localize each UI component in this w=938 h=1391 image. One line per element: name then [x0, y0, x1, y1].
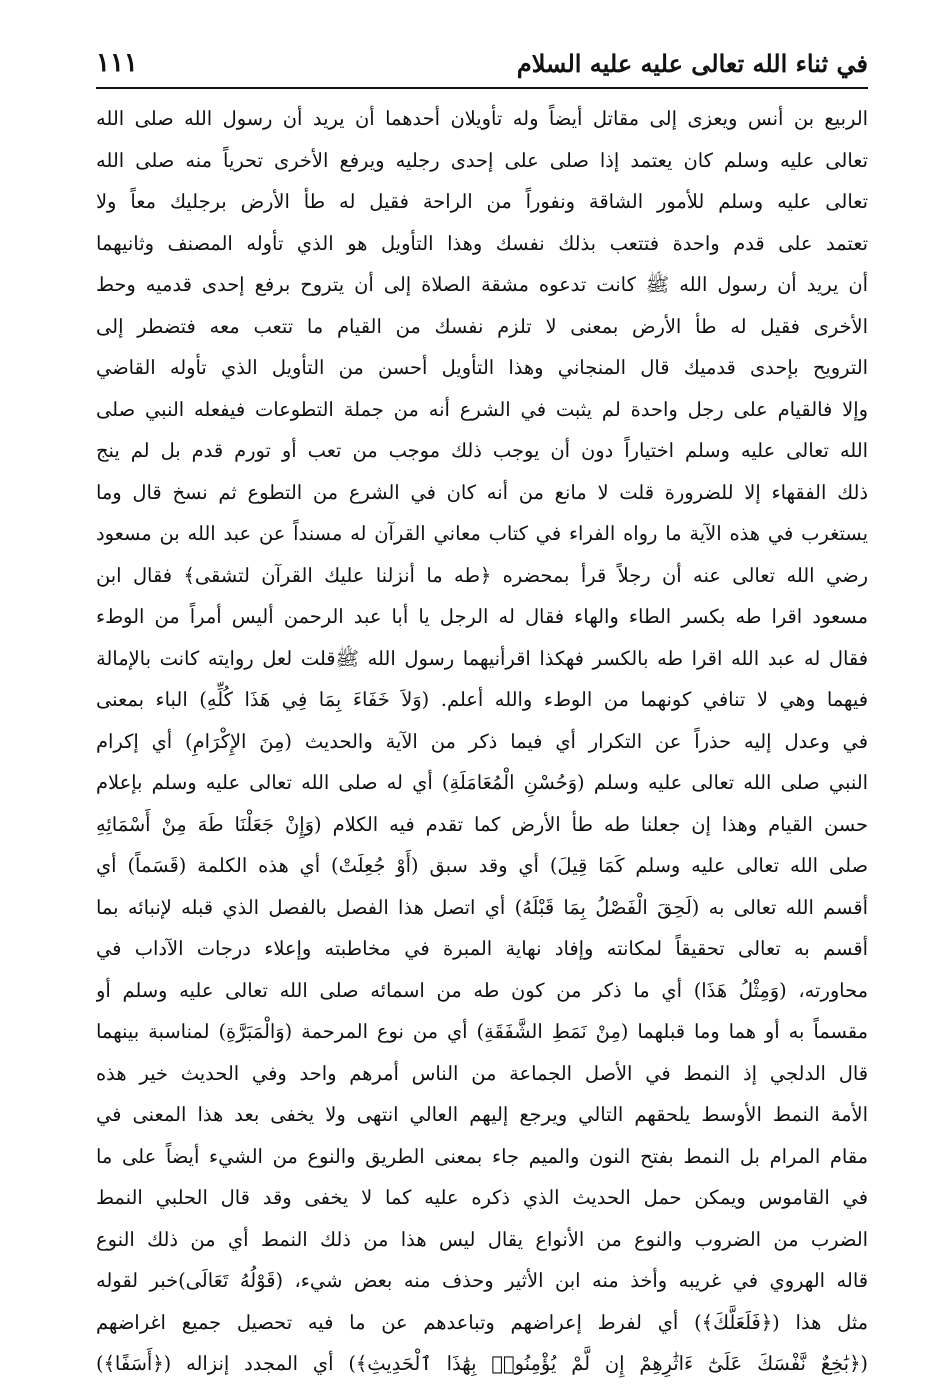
running-title: في ثناء الله تعالى عليه عليه السلام	[516, 49, 868, 78]
text-line: أقسم به تعالى تحقيقاً لمكانته وإفاد نهاية المبرة في مخاطبته وإعلاء درجات الآداب في	[96, 937, 868, 960]
text-line: قال الدلجي إذ النمط في الأصل الجماعة من الناس أمرهم واحد وفي الحديث خير هذه	[96, 1061, 868, 1085]
text-line: تعالى عليه وسلم كان يعتمد إذا صلى على إحدى رجليه ويرفع الأخرى تحرياً منه صلى الله	[96, 148, 868, 172]
text-line: قاله الهروي في غريبه وأخذ منه ابن الأثير وحذف منه بعض شيء، (قَوْلُهُ تَعَالَى)خبر لقوله	[96, 1269, 868, 1292]
text-line: فقال له عبد الله اقرا طه بالكسر فهكذا اقرأنيهما رسول الله ﷺقلت لعل روايته كانت بالإمالة	[96, 646, 868, 670]
header-rule	[96, 87, 868, 89]
text-line: النبي صلى الله تعالى عليه وسلم (وَحُسْنِ الْمُعَامَلَةِ) أي له صلى الله تعالى عليه وسلم بإعلام	[96, 771, 868, 794]
text-line: مثل هذا (﴿فَلَعَلَّكَ﴾) أي لفرط إعراضهم وتباعدهم عن ما فيه تحصيل جميع اغراضهم	[96, 1310, 868, 1334]
text-line: الترويح بإحدى قدميك قال المنجاني وهذا التأويل أحسن من التأويل الذي تأوله القاضي	[96, 356, 868, 379]
text-line: مقسماً به أو هما وما قبلهما (مِنْ نَمَطِ الشَّفَقَةِ) أي من نوع المرحمة (وَالْمَبَرَّةِ) لمناسبة بينهما	[96, 1020, 868, 1043]
text-line: الضرب من الضروب والنوع من الأنواع يقال ليس هذا من ذلك النمط أي من ذلك النوع	[96, 1227, 868, 1251]
text-line: يستغرب في هذه الآية ما رواه الفراء في كتاب معاني القرآن له مسنداً عن عبد الله بن مسعود	[96, 522, 868, 545]
text-line: الله تعالى عليه وسلم اختياراً دون أن يوجب ذلك موجب من تعب أو تورم قدم بل لم ينج	[96, 439, 868, 462]
body-text	[96, 98, 868, 1385]
text-line: الأمة النمط الأوسط يلحقهم التالي ويرجع إليهم العالي انتهى ولا يخفى بعد هذا المعنى في	[96, 1103, 868, 1126]
text-line: في القاموس ويمكن حمل الحديث الذي ذكره عليه كما لا يخفى وقد قال الحلبي النمط	[96, 1186, 868, 1209]
text-line: مسعود اقرا طه بكسر الطاء والهاء فقال له الرجل يا أبا عبد الرحمن أليس أمراً من الوطء	[96, 605, 868, 628]
text-line: رضي الله تعالى عنه أن رجلاً قرأ بمحضره ﴿طه ما أنزلنا عليك القرآن لتشقى﴾ فقال ابن	[96, 563, 868, 587]
text-line: أقسم الله تعالى به (لَحِقَ الْفَصْلُ بِمَا قَبْلَهُ) أي اتصل هذا الفصل بالفصل الذي قبله لإنبائه بما	[96, 895, 868, 919]
text-line: ذلك الفقهاء إلا للضرورة قلت لا مانع من أنه كان في الشرع من التطوع ثم نسخ قال وما	[96, 480, 868, 504]
page-number: ١١١	[96, 48, 138, 78]
text-line: في وعدل إليه حذراً عن التكرار أي فيما ذكر من الآية والحديث (مِنَ الإِكْرَامِ) أي إكرام	[96, 729, 868, 753]
text-line: الأخرى فقيل له طأ الأرض بمعنى لا تلزم نفسك من القيام ما تتعب معه فتضطر إلى	[96, 314, 868, 338]
text-line: تعتمد على قدم واحدة فتتعب بذلك نفسك وهذا التأويل هو الذي تأوله المصنف وثانيهما	[96, 231, 868, 255]
text-line: محاورته، (وَمِثْلُ هَذَا) أي ما ذكر من كون طه من اسمائه صلى الله تعالى عليه وسلم أو	[96, 978, 868, 1002]
text-line: فيهما وهي لا تنافي كونهما من الوطء والله أعلم. (وَلاَ خَفَاءَ بِمَا فِي هَذَا كُلِّهِ) الباء بمعنى	[96, 688, 868, 711]
text-line: صلى الله تعالى عليه وسلم كَمَا قِيلَ) أي وقد سبق (أَوْ جُعِلَتْ) أي هذه الكلمة (قَسَماً) أي	[96, 854, 868, 877]
text-line: تعالى عليه وسلم للأمور الشاقة ونفوراً من الراحة فقيل له طأ الأرض برجليك معاً ولا	[96, 190, 868, 213]
page-header	[96, 30, 868, 82]
text-line: أن يريد أن رسول الله ﷺ كانت تدعوه مشقة الصلاة إلى أن يتروح برفع إحدى قدميه وحط	[96, 273, 868, 296]
text-line: وإلا فالقيام على رجل واحدة لم يثبت في الشرع أنه من جملة التطوعات فيفعله النبي صلى	[96, 397, 868, 421]
text-line: مقام المرام بل النمط بفتح النون والميم جاء بمعنى الطريق والنوع من الشيء أيضاً على ما	[96, 1144, 868, 1168]
text-line: حسن القيام وهذا إن جعلنا طه طأ الأرض كما تقدم فيه الكلام (وَإِنْ جَعَلْنَا طَهَ مِنْ أَسْمَائِهِ	[96, 812, 868, 836]
text-line: (﴿بَٰخِعٌ نَّفْسَكَ عَلَىٰٓ ءَاثَٰرِهِمْ إِن لَّمْ يُؤْمِنُوا۟ بِهَٰذَا ٱلْحَدِيثِ﴾) أي المجدد إنزاله (﴿أَسَفًا﴾)	[96, 1352, 868, 1375]
text-line: الربيع بن أنس ويعزى إلى مقاتل أيضاً وله تأويلان أحدهما أن يريد أن رسول الله صلى الله	[96, 107, 868, 130]
